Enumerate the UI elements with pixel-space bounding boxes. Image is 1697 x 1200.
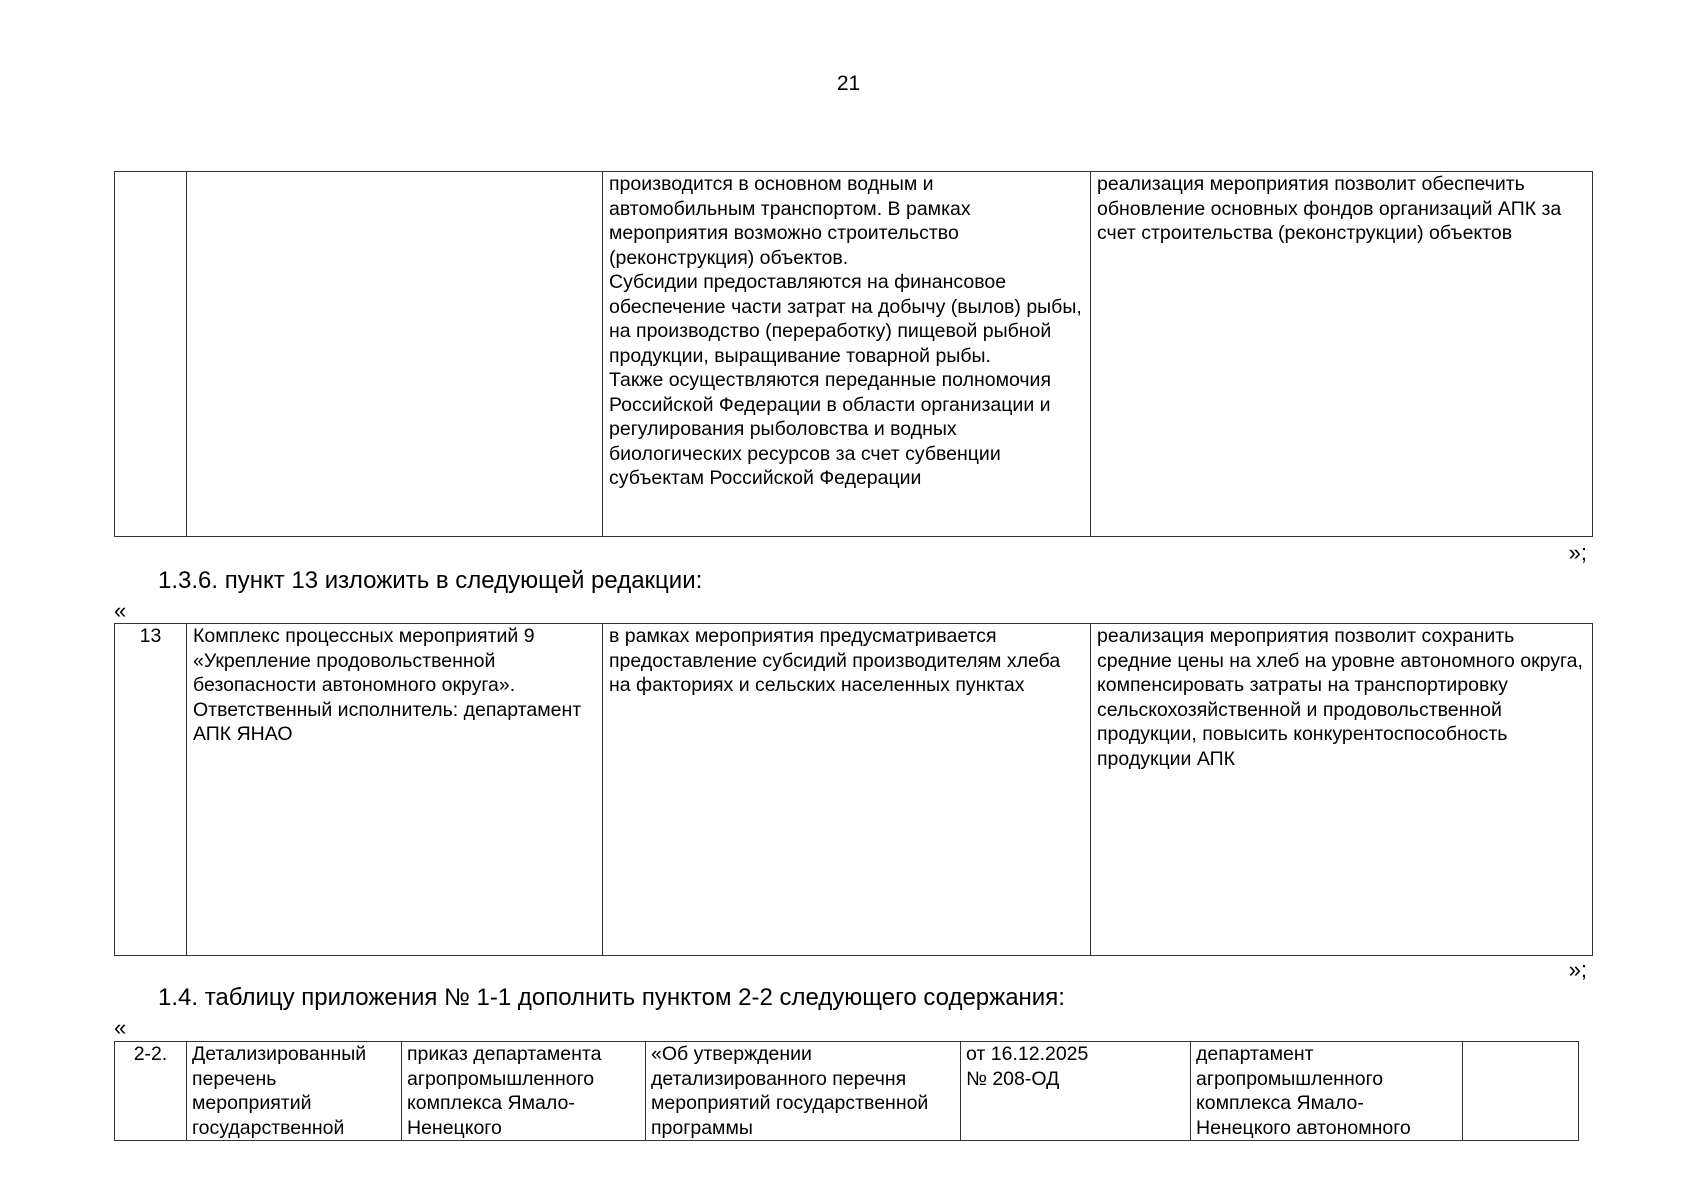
cell-note [1463,1042,1579,1141]
cell-doc-type: приказ департамента агропромышленного комплекса Ямало-Ненецкого [402,1042,646,1141]
cell-description: в рамках мероприятия предусматривается предоставление субсидий производителям хлеба на факториях и сельских населенных пунктах [603,624,1091,956]
table-continuation [114,171,1593,537]
cell-authority: департамент агропромышленного комплекса Ямало-Ненецкого автономного [1191,1042,1463,1141]
date-number-text: от 16.12.2025 № 208-ОД [966,1043,1089,1090]
cell-title: «Об утверждении детализированного перечня мероприятий государственной программы [646,1042,961,1141]
opening-quote: « [114,1015,127,1040]
cell-date-number [961,1042,1191,1141]
table-row [115,1042,1579,1141]
cell-num: 13 [115,624,187,956]
cell-name [187,172,603,537]
section-heading-14: 1.4. таблицу приложения № 1-1 дополнить пунктом 2-2 следующего содержания: [158,984,1065,1011]
closing-quote: »; [1568,540,1587,565]
cell-result: реализация мероприятия позволит обеспечить обновление основных фондов организаций АПК за счет строительства (реконструкции) объектов [1091,172,1593,537]
table-item-13 [114,623,1593,956]
section-heading-136: 1.3.6. пункт 13 изложить в следующей редакции: [158,567,703,594]
cell-doc-name: Детализированный перечень мероприятий государственной [187,1042,402,1141]
closing-quote: »; [1568,957,1587,982]
opening-quote: « [114,598,127,623]
name-text: Комплекс процессных мероприятий 9 «Укрепление продовольственной безопасности автономного округа». Ответственный исполнитель: департамент АПК ЯНАО [193,625,582,745]
description-text: производится в основном водным и автомобильным транспортом. В рамках мероприятия возможно строительство (реконструкция) объектов. Субсидии предоставляются на финансовое обеспечение части затрат на добычу (вылов) рыбы, на производство (переработку) пищевой рыбной продукции, выращивание товарной рыбы. Также осуществляются переданные полномочия Российской Федерации в области организации и регулирования рыболовства и водных биологических ресурсов за счет субвенции субъектам Российской Федерации [609,173,1082,489]
cell-num: 2-2. [115,1042,187,1141]
cell-description [603,172,1091,537]
cell-name [187,624,603,956]
table-row [115,172,1593,537]
cell-result: реализация мероприятия позволит сохранить средние цены на хлеб на уровне автономного округа, компенсировать затраты на транспортировку сельскохозяйственной и продовольственной продукции, повысить конкурентоспособность продукции АПК [1091,624,1593,956]
table-item-2-2 [114,1041,1579,1141]
table-row [115,624,1593,956]
cell-num [115,172,187,537]
page-number: 21 [836,72,861,95]
